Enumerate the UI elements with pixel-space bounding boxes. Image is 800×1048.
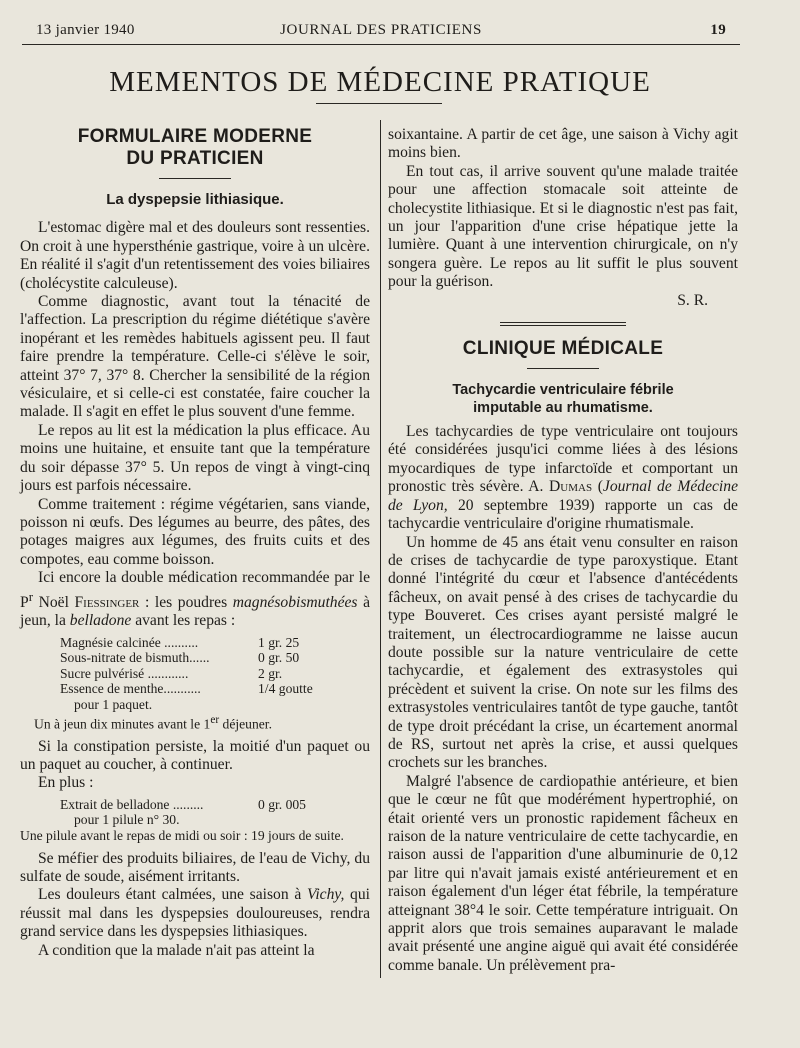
prescription-item [20, 635, 370, 651]
text-run: ( [592, 478, 603, 496]
text-run: déjeuner. [219, 716, 272, 732]
prescription-1 [20, 635, 370, 732]
paragraph [20, 886, 370, 941]
paragraph: Un homme de 45 ans était venu consulter en raison de crises de tachycardie de type paroxystique. Etant donné l'intégrité du cœur et l'absence d'antécédents fâcheux, on avait pensé à des crises de tachycardie du type Bouveret. Ces crises ayant persisté malgré le traitement, un électrocardiogramme ne laisse aucun doute possible sur la nature ventriculaire de cette tachycardie, et également des extrasystoles qui précèdent et suivent la crise. On note sur les films des extrasystoles ventriculaires tantôt de type gauche, tantôt de type droit précédant la crise, un écartement anormal de RS, surtout net après la crise, et aussi quelques crochets sur les branches. [388, 533, 738, 772]
prescription-item [20, 681, 370, 697]
dose: 0 gr. 005 [258, 796, 306, 812]
dose: 0 gr. 50 [258, 650, 300, 666]
ingredient: Sous-nitrate de bismuth...... [60, 650, 210, 666]
paragraph: Comme traitement : régime végétarien, sans viande, poisson ni œufs. Des légumes au beurre, des pâtes, des potages maigres aux légumes, des fruits cuits et des compotes, eau comme boisson. [20, 495, 370, 568]
ingredient: Extrait de belladone ......... [60, 796, 204, 812]
paragraph: Se méfier des produits biliaires, de l'eau de Vichy, du sulfate de soude, aisément irritants. [20, 849, 370, 886]
prescription-note [20, 713, 370, 732]
dose: 2 gr. [258, 665, 283, 681]
paragraph: L'estomac digère mal et des douleurs sont ressenties. On croit à une hypersthénie gastrique, voire à un ulcère. En réalité il s'agit d'un retentissement des voies biliaires (cholécystite calculeuse). [20, 219, 370, 292]
paragraph: A condition que la malade n'ait pas atteint la [38, 941, 315, 959]
ingredient: Essence de menthe........... [60, 681, 201, 697]
text-run: Un à jeun dix minutes avant le 1 [34, 716, 211, 732]
paragraph [388, 423, 738, 533]
journal-citation: Journal de Médecine de Lyon, [388, 478, 738, 514]
prescription-note: Une pilule avant le repas de midi ou soir : 19 jours de suite. [20, 828, 344, 844]
section-heading-line2: DU PRATICIEN [126, 148, 264, 169]
left-column [20, 126, 370, 960]
ingredient: Sucre pulvérisé ............ [60, 665, 189, 681]
dose: 1 gr. 25 [258, 634, 300, 650]
ingredient: Magnésie calcinée .......... [60, 634, 199, 650]
paragraph: En tout cas, il arrive souvent qu'une malade traitée pour une affection stomacale soit atteinte de cholecystite lithiasique. Et si le diagnostic n'est pas fait, un jour l'apparition d'une crise hépatique jette la lumière. Quant à une intervention chirurgicale, on n'y songera guère. Le repos au lit suffit le plus souvent pour la guérison. [388, 162, 738, 291]
text-run: qui réussit mal dans les dyspepsies douloureuses, rendra grand service dans les dyspepsies lithiasiques. [20, 886, 370, 941]
paragraph [20, 569, 370, 630]
journal-name: JOURNAL DES PRATICIENS [280, 22, 482, 38]
issue-date: 13 janvier 1940 [36, 22, 135, 38]
section-heading-line1: FORMULAIRE MODERNE [77, 126, 313, 147]
column-divider [380, 120, 381, 978]
paragraph: Le repos au lit est la médication la plus efficace. Au moins une huitaine, et ensuite tant que la température du soir dépasse 37° 5. Un repos de vingt à vingt-cinq jours est parfois nécessaire. [20, 421, 370, 495]
prescription-item [20, 797, 370, 813]
prescription-quantity: pour 1 paquet. [74, 696, 153, 712]
article-subtitle [388, 381, 738, 417]
text-run: Noël [33, 593, 75, 611]
text-run: Les douleurs étant calmées, une saison à [38, 886, 307, 904]
superscript: r [28, 588, 34, 604]
double-rule [500, 322, 626, 326]
paragraph: Comme diagnostic, avant tout la ténacité de l'affection. La prescription du régime diététique s'avère inopérant et les remèdes habituels agissent peu. Il faut faire prendre la température. Celle-ci s'élève le soir, atteint 37° 7, 37° 8. Chercher la sensibilité de la région vésiculaire, et si celle-ci est constatée, faire coucher la malade. Il s'agit en effet le plus souvent d'une femme. [20, 293, 370, 421]
section-heading-clinique: CLINIQUE MÉDICALE [462, 338, 664, 360]
italic-term: belladone [69, 612, 132, 630]
page-number: 19 [710, 22, 726, 38]
prescription-2 [20, 797, 370, 828]
running-header [22, 22, 740, 45]
right-column [388, 126, 738, 975]
prescription-item [20, 666, 370, 682]
paragraph: En plus : [38, 774, 94, 792]
text-run: Les tachycardies de type ventriculaire ont toujours été considérées jusqu'ici comme liées à des lésions myocardiques de type infarctoïde et comportant un pronostic très sévère. A. [388, 423, 738, 496]
paragraph: Si la constipation persiste, la moitié d'un paquet ou un paquet au coucher, à continuer. [20, 737, 370, 774]
section-rule [159, 178, 231, 179]
superscript: er [210, 713, 220, 726]
italic-term: magnésobismuthées [232, 593, 358, 611]
section-rule [527, 368, 599, 369]
prescription-item [20, 650, 370, 666]
author-signature: S. R. [677, 291, 708, 309]
dose: 1/4 goutte [258, 681, 313, 697]
italic-term: Vichy, [306, 886, 345, 904]
title-rule [316, 103, 442, 104]
section-heading-formulaire [20, 126, 370, 170]
author-name: Dumas [549, 478, 593, 496]
prescription-quantity: pour 1 pilule n° 30. [74, 812, 180, 828]
text-run: avant les repas : [131, 612, 236, 630]
paragraph: Malgré l'absence de cardiopathie antérieure, et bien que le cœur ne fût que modérément hypertrophié, on était orienté vers un pronostic rapidement fâcheux en raison de la nature ventriculaire de cette tachycardie, en raison aussi de l'apparition d'une albuminurie de 0,12 par litre qui n'avait jamais existé antérieurement et en raison également d'un léger état fébrile, la température atteignant 38°4 le soir. Cette température intriguait. On apprit alors que trois semaines auparavant le malade avait présenté une angine aiguë qui avait été considérée comme banale. Un prélèvement pra- [388, 772, 738, 974]
subtitle-line1: Tachycardie ventriculaire fébrile [452, 382, 674, 399]
article-subtitle: La dyspepsie lithiasique. [106, 191, 284, 208]
text-run: : les poudres [139, 593, 233, 611]
page-title: MEMENTOS DE MÉDECINE PRATIQUE [109, 66, 651, 98]
paragraph: soixantaine. A partir de cet âge, une saison à Vichy agit moins bien. [388, 126, 738, 162]
text-run: Ici encore la double médication recommandée par le P [20, 569, 370, 611]
text-run: à jeun, la [20, 593, 370, 630]
author-name: Fiessinger [74, 593, 140, 611]
subtitle-line2: imputable au rhumatisme. [473, 400, 653, 417]
text-run: 20 septembre 1939) rapporte un cas de tachycardie ventriculaire d'origine rhumatismale. [388, 496, 738, 533]
